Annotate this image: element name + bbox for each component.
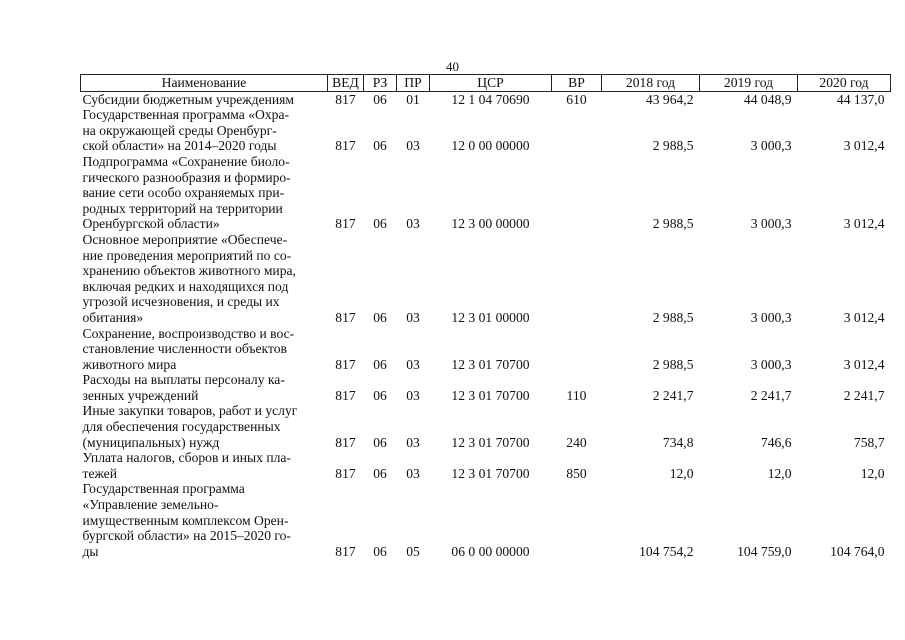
- row-name-line: включая редких и находящихся под: [82, 278, 289, 294]
- row-name-line: становление численности объектов: [82, 341, 287, 357]
- row-name-line: угрозой исчезновения, и среды их: [82, 294, 280, 310]
- row-name: [81, 154, 328, 232]
- cell-rz: 06: [373, 465, 387, 481]
- cell-ved: 817: [335, 434, 356, 450]
- cell-rz: 06: [373, 309, 387, 325]
- row-name-line: на окружающей среды Оренбург-: [82, 122, 277, 138]
- cell-y2018: 734,8: [662, 434, 694, 450]
- row-name-line: Подпрограмма «Сохранение биоло-: [82, 153, 290, 169]
- cell-pr: 03: [406, 138, 420, 154]
- row-name: [81, 107, 328, 154]
- cell-ved: 817: [335, 465, 356, 481]
- cell-vr: 240: [566, 434, 587, 450]
- cell-y2018: 104 754,2: [639, 543, 694, 559]
- cell-ved: 817: [335, 387, 356, 403]
- cell-csr: 12 3 01 70700: [451, 434, 530, 450]
- cell-csr: 12 3 01 00000: [451, 309, 530, 325]
- cell-ved: 817: [335, 216, 356, 232]
- row-name-line: животного мира: [82, 356, 177, 372]
- row-name-line: зенных учреждений: [82, 387, 199, 403]
- cell-y2019: 3 000,3: [750, 138, 792, 154]
- row-name: [81, 450, 328, 481]
- row-name-line: ние проведения мероприятий по со-: [82, 247, 292, 263]
- cell-y2018: 43 964,2: [645, 91, 694, 107]
- row-name-line: Расходы на выплаты персоналу ка-: [82, 372, 285, 388]
- row-name-line: хранению объектов животного мира,: [82, 263, 296, 279]
- row-name-line: Оренбургской области»: [82, 216, 220, 232]
- table-row: [81, 91, 891, 107]
- cell-pr: 03: [406, 309, 420, 325]
- table-row: [81, 326, 891, 373]
- row-name-line: Государственная программа: [82, 481, 245, 497]
- cell-ved: 817: [335, 356, 356, 372]
- col-header-vr: ВР: [552, 75, 602, 92]
- cell-y2018: 2 988,5: [652, 356, 694, 372]
- cell-y2018: 2 988,5: [652, 309, 694, 325]
- table-body: [81, 91, 891, 559]
- cell-y2020: 2 241,7: [843, 387, 885, 403]
- row-name: [81, 481, 328, 559]
- row-name-line: гического разнообразия и формиро-: [82, 169, 291, 185]
- cell-y2020: 3 012,4: [843, 138, 885, 154]
- cell-y2020: 758,7: [853, 434, 885, 450]
- cell-y2020: 3 012,4: [843, 356, 885, 372]
- cell-y2020: 104 764,0: [830, 543, 885, 559]
- cell-y2020: 3 012,4: [843, 216, 885, 232]
- cell-rz: 06: [373, 387, 387, 403]
- cell-y2019: 3 000,3: [750, 216, 792, 232]
- cell-y2019: 3 000,3: [750, 356, 792, 372]
- cell-rz: 06: [373, 356, 387, 372]
- col-header-rz: РЗ: [364, 75, 397, 92]
- row-name: [81, 91, 328, 107]
- cell-vr: 850: [566, 465, 587, 481]
- cell-y2019: 12,0: [767, 465, 792, 481]
- row-name-line: тежей: [82, 465, 117, 481]
- table-row: [81, 107, 891, 154]
- row-name-line: (муниципальных) нужд: [82, 434, 220, 450]
- cell-rz: 06: [373, 434, 387, 450]
- col-header-2019: 2019 год: [700, 75, 798, 92]
- col-header-csr: ЦСР: [430, 75, 552, 92]
- row-name-line: Государственная программа «Охра-: [82, 107, 290, 123]
- cell-vr: [552, 232, 602, 326]
- cell-y2019: 44 048,9: [743, 91, 792, 107]
- row-name-line: ды: [82, 543, 99, 559]
- cell-y2018: 2 241,7: [652, 387, 694, 403]
- cell-ved: 817: [335, 138, 356, 154]
- row-name-line: Субсидии бюджетным учреждениям: [82, 91, 295, 107]
- row-name: [81, 232, 328, 326]
- cell-vr: [552, 107, 602, 154]
- cell-ved: 817: [335, 309, 356, 325]
- cell-pr: 03: [406, 356, 420, 372]
- table-row: [81, 232, 891, 326]
- cell-csr: 12 3 01 70700: [451, 465, 530, 481]
- cell-y2019: 746,6: [760, 434, 792, 450]
- cell-y2019: 3 000,3: [750, 309, 792, 325]
- table-row: [81, 403, 891, 450]
- table-row: [81, 372, 891, 403]
- row-name-line: Уплата налогов, сборов и иных пла-: [82, 450, 291, 466]
- row-name-line: бургской области» на 2015–2020 го-: [82, 528, 291, 544]
- cell-rz: 06: [373, 216, 387, 232]
- row-name: [81, 326, 328, 373]
- row-name-line: обитания»: [82, 309, 144, 325]
- cell-pr: 03: [406, 465, 420, 481]
- cell-y2020: 12,0: [860, 465, 885, 481]
- cell-csr: 12 3 00 00000: [451, 216, 530, 232]
- col-header-name: Наименование: [81, 75, 328, 92]
- row-name-line: Иные закупки товаров, работ и услуг: [82, 403, 298, 419]
- col-header-ved: ВЕД: [328, 75, 364, 92]
- cell-pr: 03: [406, 387, 420, 403]
- row-name-line: родных территорий на территории: [82, 200, 283, 216]
- cell-y2019: 104 759,0: [737, 543, 792, 559]
- cell-pr: 05: [406, 543, 420, 559]
- table-row: [81, 481, 891, 559]
- budget-table: [80, 74, 891, 559]
- cell-ved: 817: [335, 91, 356, 107]
- cell-y2018: 2 988,5: [652, 138, 694, 154]
- row-name: [81, 403, 328, 450]
- cell-csr: 12 1 04 70690: [451, 91, 530, 107]
- row-name-line: для обеспечения государственных: [82, 419, 281, 435]
- cell-pr: 03: [406, 434, 420, 450]
- row-name-line: «Управление земельно-: [82, 497, 219, 513]
- cell-y2020: 3 012,4: [843, 309, 885, 325]
- cell-vr: [552, 154, 602, 232]
- row-name: [81, 372, 328, 403]
- cell-vr: 610: [566, 91, 587, 107]
- table-row: [81, 154, 891, 232]
- cell-csr: 06 0 00 00000: [451, 543, 530, 559]
- row-name-line: имущественным комплексом Орен-: [82, 512, 289, 528]
- table-row: [81, 450, 891, 481]
- col-header-pr: ПР: [397, 75, 430, 92]
- cell-ved: 817: [335, 543, 356, 559]
- row-name-line: ской области» на 2014–2020 годы: [82, 138, 277, 154]
- cell-csr: 12 0 00 00000: [451, 138, 530, 154]
- table-header-row: [81, 75, 891, 92]
- cell-csr: 12 3 01 70700: [451, 387, 530, 403]
- cell-y2018: 2 988,5: [652, 216, 694, 232]
- cell-rz: 06: [373, 91, 387, 107]
- cell-y2019: 2 241,7: [750, 387, 792, 403]
- cell-csr: 12 3 01 70700: [451, 356, 530, 372]
- row-name-line: Основное мероприятие «Обеспече-: [82, 231, 288, 247]
- row-name-line: Сохранение, воспроизводство и вос-: [82, 325, 295, 341]
- col-header-2020: 2020 год: [798, 75, 891, 92]
- cell-vr: [552, 326, 602, 373]
- cell-rz: 06: [373, 138, 387, 154]
- row-name-line: вание сети особо охраняемых при-: [82, 185, 285, 201]
- page-number: 40: [446, 59, 459, 74]
- cell-y2018: 12,0: [669, 465, 694, 481]
- cell-y2020: 44 137,0: [836, 91, 885, 107]
- col-header-2018: 2018 год: [602, 75, 700, 92]
- cell-pr: 01: [406, 91, 420, 107]
- cell-pr: 03: [406, 216, 420, 232]
- cell-rz: 06: [373, 543, 387, 559]
- cell-vr: 110: [566, 387, 587, 403]
- cell-vr: [552, 481, 602, 559]
